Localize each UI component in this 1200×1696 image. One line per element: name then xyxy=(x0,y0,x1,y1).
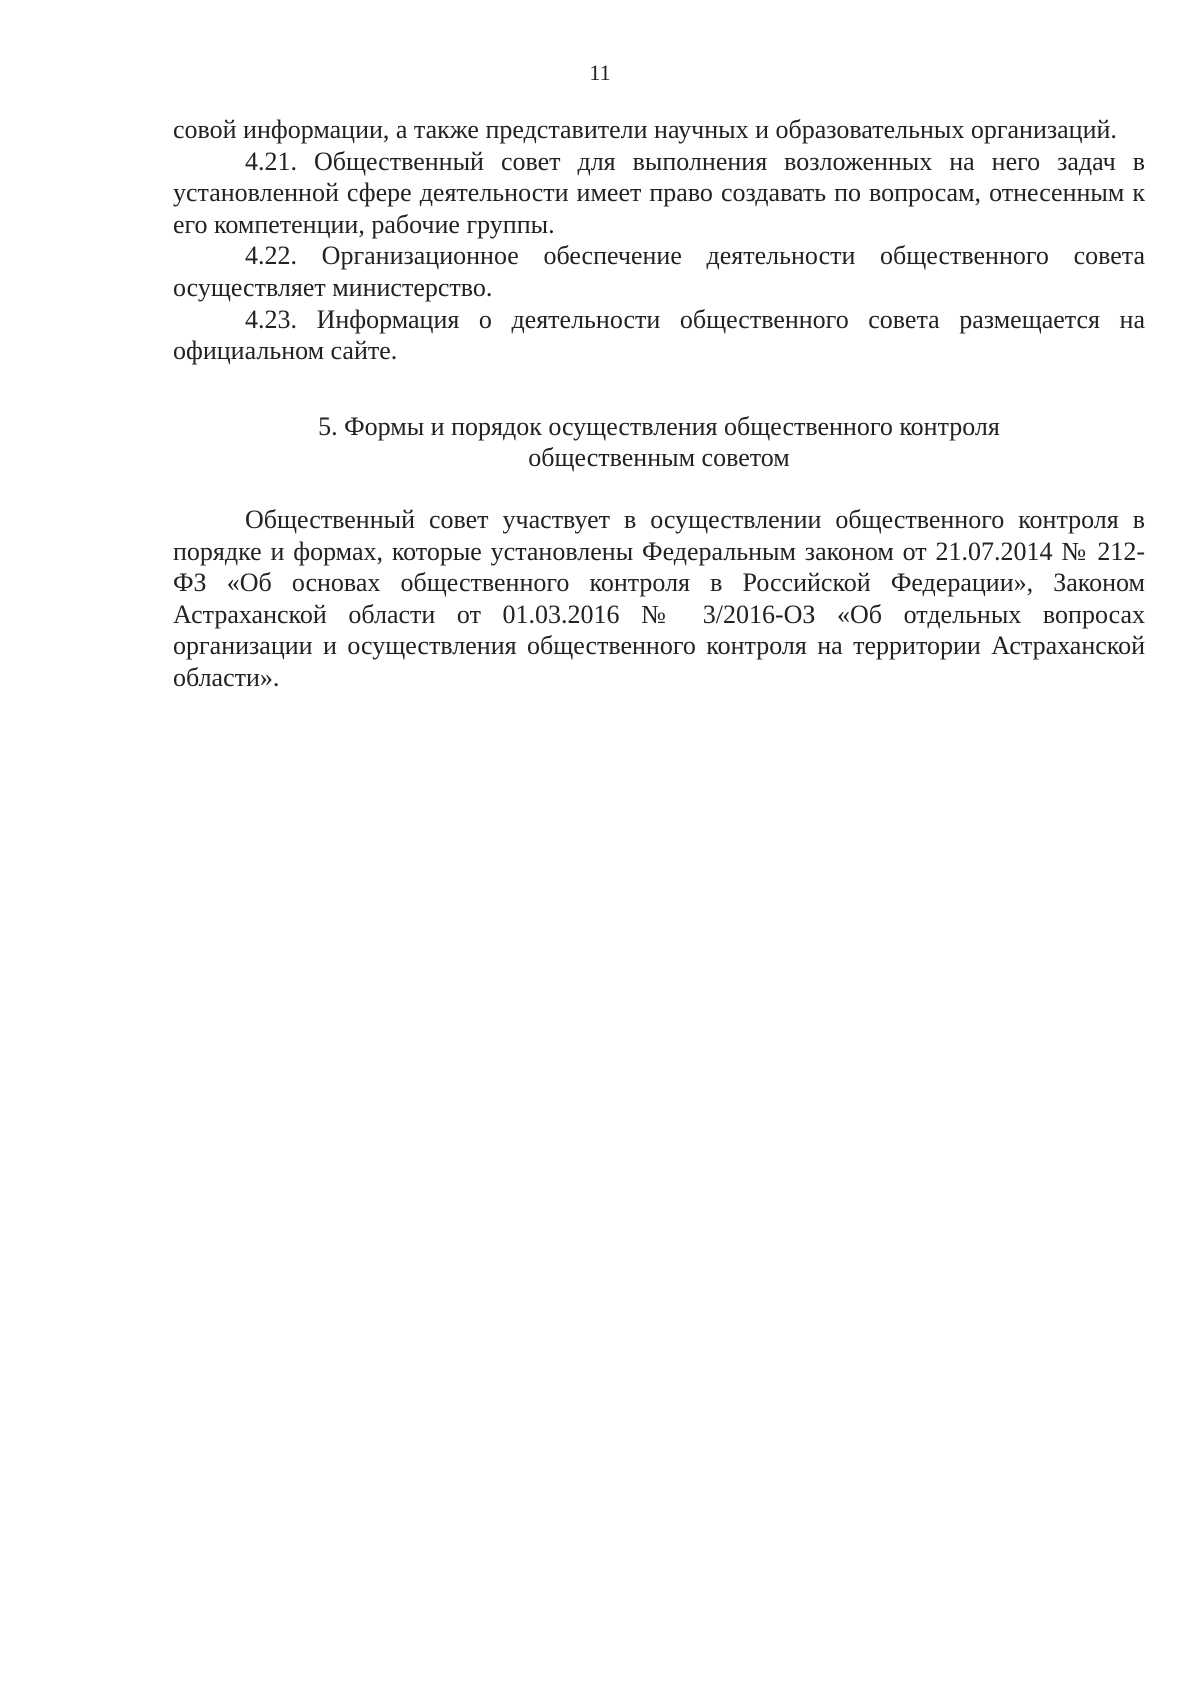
section-5-heading xyxy=(173,411,1145,474)
document-body xyxy=(173,114,1145,694)
paragraph-4-22: 4.22. Организационное обеспечение деятельности общественного совета осуществляет министерство. xyxy=(173,241,1145,302)
page-number: 11 xyxy=(589,60,611,85)
section-5-heading-line-2: общественным советом xyxy=(528,443,790,473)
section-5-heading-line-1: 5. Формы и порядок осуществления общественного контроля xyxy=(318,411,1000,441)
paragraph-4-21: 4.21. Общественный совет для выполнения возложенных на него задач в установленной сфере деятельности имеет право создавать по вопросам, отнесенным к его компетенции, рабочие группы. xyxy=(173,146,1145,239)
paragraph-continuation: совой информации, а также представители научных и образовательных организаций. xyxy=(173,115,1117,144)
paragraph-4-23: 4.23. Информация о деятельности общественного совета размещается на официальном сайте. xyxy=(173,304,1145,366)
section-5-paragraph: Общественный совет участвует в осуществлении общественного контроля в порядке и формах, которые установлены Федеральным законом от 21.07.2014 № 212-ФЗ «Об основах общественного контроля в Российской Федерации», Законом Астраханской области от 01.03.2016 № 3/2016-ОЗ «Об отдельных вопросах организации и осуществления общественного контроля на территории Астраханской области». xyxy=(173,504,1145,692)
